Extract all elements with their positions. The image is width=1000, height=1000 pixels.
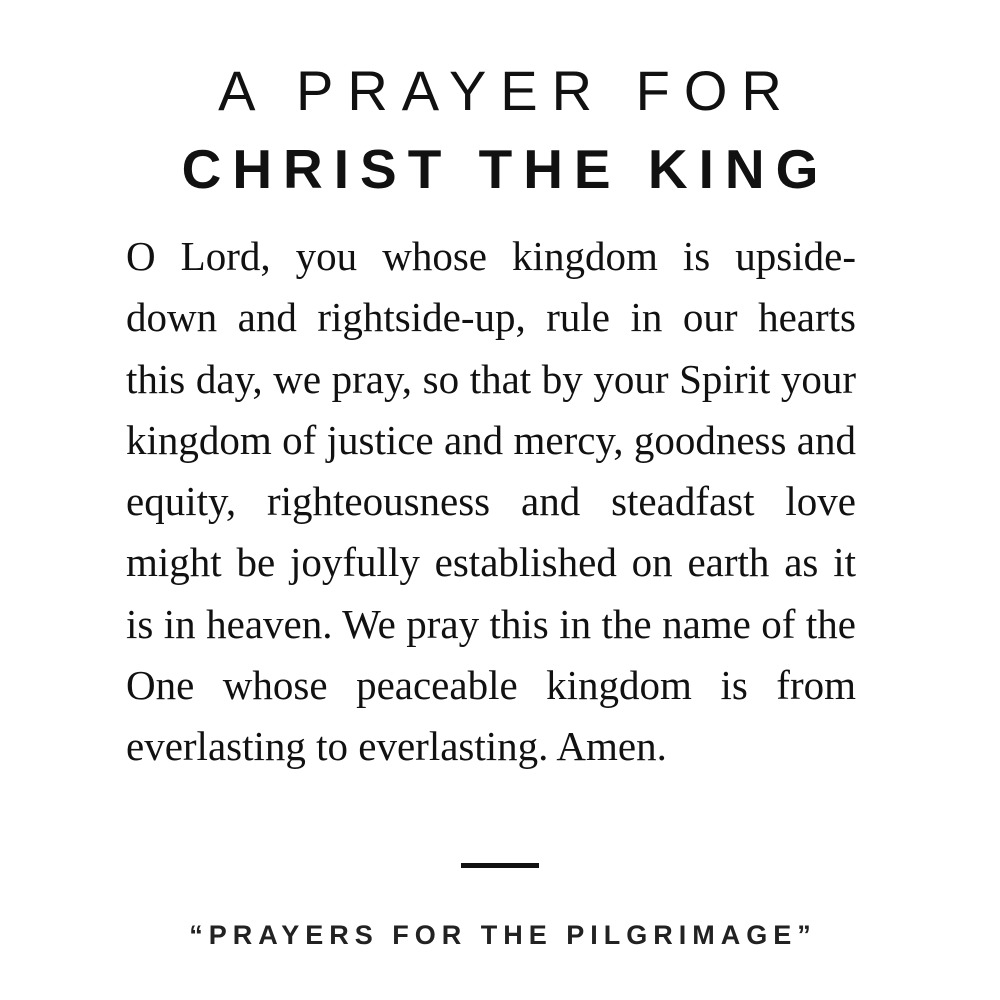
title-line-1: A PRAYER FOR: [218, 59, 796, 122]
title-line-2: CHRIST THE KING: [181, 138, 830, 200]
divider: [461, 863, 539, 868]
attribution: “PRAYERS FOR THE PILGRIMAGE”: [189, 920, 817, 950]
prayer-text: O Lord, you whose kingdom is upside-down and rightside-up, rule in our hearts this day, we pray, so that by your Spirit your kingdom of justice and mercy, goodness and equity, righteousness and steadfast love might be joyfully established on earth as it is in heaven. We pray this in the name of the One whose peaceable kingdom is from everlasting to everlasting. Amen.: [126, 233, 856, 770]
